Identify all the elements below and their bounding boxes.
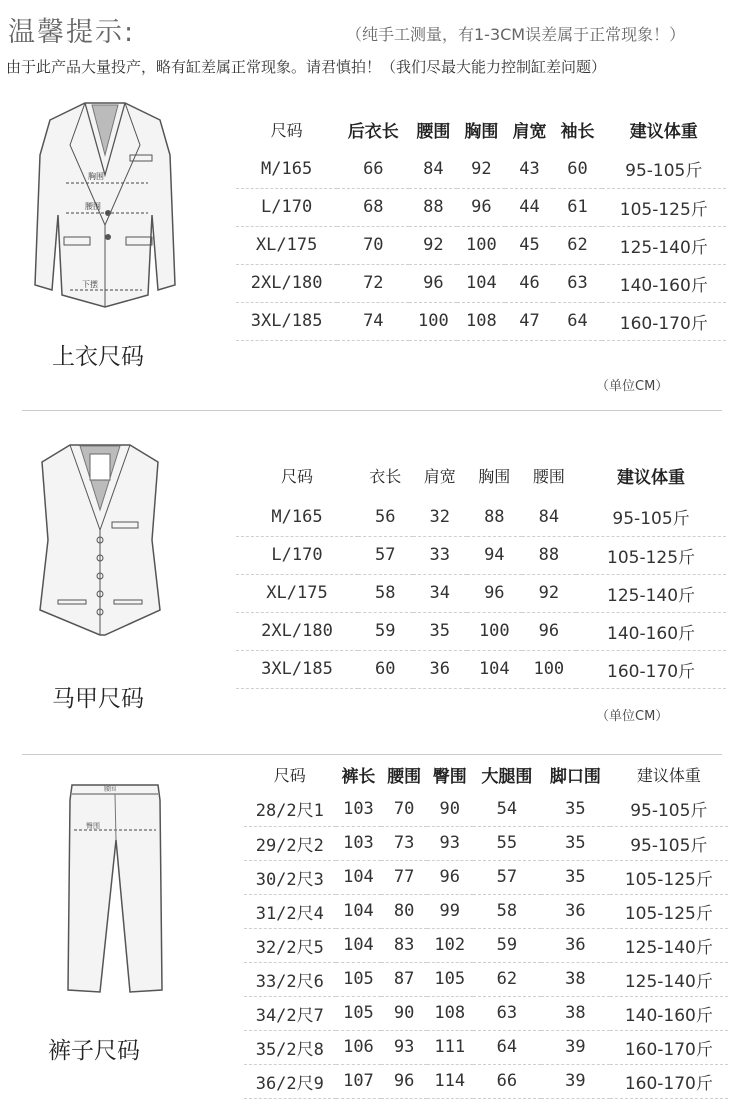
jacket-header: 后衣长 xyxy=(347,121,399,142)
table-cell: 92 xyxy=(457,150,505,188)
table-cell: 63 xyxy=(473,996,542,1030)
table-cell: 3XL/185 xyxy=(236,650,358,688)
table-cell: 36 xyxy=(541,894,610,928)
table-cell: 95-105斤 xyxy=(610,826,728,860)
table-cell: 160-170斤 xyxy=(610,1030,728,1064)
table-cell: 105-125斤 xyxy=(610,894,728,928)
table-cell: 83 xyxy=(381,928,427,962)
table-cell: 33/2尺6 xyxy=(244,962,336,996)
pants-header: 腰围 xyxy=(387,766,422,787)
table-cell: 140-160斤 xyxy=(610,996,728,1030)
table-cell: 96 xyxy=(522,612,577,650)
table-cell: 2XL/180 xyxy=(236,612,358,650)
vest-size-table xyxy=(236,452,726,689)
notice-title: 温馨提示: xyxy=(8,17,136,48)
table-cell: 95-105斤 xyxy=(602,150,726,188)
table-cell: XL/175 xyxy=(236,226,337,264)
table-cell: 38 xyxy=(541,962,610,996)
jacket-header: 胸围 xyxy=(464,121,499,142)
table-cell: 74 xyxy=(337,302,409,340)
jacket-size-label: 上衣尺码 xyxy=(52,344,144,370)
table-cell: 34/2尺7 xyxy=(244,996,336,1030)
table-cell: 88 xyxy=(467,498,522,536)
table-row xyxy=(236,536,726,574)
table-cell: 84 xyxy=(522,498,577,536)
pants-header: 脚口围 xyxy=(549,766,601,787)
table-cell: 58 xyxy=(473,894,542,928)
pants-header: 裤长 xyxy=(341,766,376,787)
vest-unit-note: （单位CM） xyxy=(596,709,669,724)
table-cell: 92 xyxy=(409,226,457,264)
vest-header: 建议体重 xyxy=(617,467,686,488)
table-cell: 160-170斤 xyxy=(610,1064,728,1098)
table-cell: M/165 xyxy=(236,498,358,536)
table-cell: 104 xyxy=(467,650,522,688)
table-cell: 54 xyxy=(473,792,542,826)
table-cell: 28/2尺1 xyxy=(244,792,336,826)
table-cell: 160-170斤 xyxy=(576,650,726,688)
table-cell: 93 xyxy=(427,826,473,860)
table-cell: 95-105斤 xyxy=(610,792,728,826)
table-cell: 30/2尺3 xyxy=(244,860,336,894)
table-cell: 96 xyxy=(427,860,473,894)
table-row xyxy=(244,860,728,894)
table-cell: 56 xyxy=(358,498,413,536)
table-cell: M/165 xyxy=(236,150,337,188)
table-cell: 105-125斤 xyxy=(610,860,728,894)
pants-header: 大腿围 xyxy=(481,766,533,787)
pants-size-table xyxy=(244,756,728,1099)
table-row xyxy=(244,928,728,962)
table-cell: 106 xyxy=(336,1030,382,1064)
table-cell: 64 xyxy=(473,1030,542,1064)
table-cell: 100 xyxy=(457,226,505,264)
jacket-header: 建议体重 xyxy=(629,121,698,142)
table-cell: 57 xyxy=(358,536,413,574)
table-cell: 160-170斤 xyxy=(602,302,726,340)
table-cell: 92 xyxy=(522,574,577,612)
section-divider xyxy=(22,754,722,755)
table-cell: 125-140斤 xyxy=(576,574,726,612)
table-cell: 84 xyxy=(409,150,457,188)
table-row xyxy=(244,1064,728,1098)
table-cell: 88 xyxy=(409,188,457,226)
table-row xyxy=(244,792,728,826)
table-row xyxy=(244,962,728,996)
table-cell: 44 xyxy=(505,188,553,226)
pants-header: 建议体重 xyxy=(636,765,701,785)
pants-size-label: 裤子尺码 xyxy=(48,1038,140,1064)
jacket-illustration xyxy=(30,95,180,319)
table-row xyxy=(244,996,728,1030)
vest-header: 衣长 xyxy=(369,466,402,486)
table-cell: 35 xyxy=(541,792,610,826)
section-divider xyxy=(22,410,722,411)
table-cell: 94 xyxy=(467,536,522,574)
table-cell: 35 xyxy=(541,826,610,860)
table-cell: 43 xyxy=(505,150,553,188)
table-cell: 39 xyxy=(541,1030,610,1064)
jacket-hem-label: 下摆 xyxy=(82,280,98,289)
jacket-header: 肩宽 xyxy=(512,121,547,142)
pants-illustration xyxy=(60,780,170,1004)
table-cell: 88 xyxy=(522,536,577,574)
vest-header: 肩宽 xyxy=(423,466,456,486)
table-cell: 32/2尺5 xyxy=(244,928,336,962)
table-row xyxy=(236,574,726,612)
jacket-chest-label: 胸围 xyxy=(88,172,104,181)
table-row xyxy=(236,302,726,340)
table-cell: 102 xyxy=(427,928,473,962)
table-cell: 107 xyxy=(336,1064,382,1098)
table-cell: L/170 xyxy=(236,188,337,226)
table-cell: 64 xyxy=(553,302,601,340)
jacket-size-table xyxy=(236,108,726,341)
pants-header: 尺码 xyxy=(273,765,306,785)
table-cell: 35/2尺8 xyxy=(244,1030,336,1064)
table-cell: 93 xyxy=(381,1030,427,1064)
table-cell: 45 xyxy=(505,226,553,264)
table-cell: 32 xyxy=(413,498,468,536)
table-cell: 36 xyxy=(541,928,610,962)
table-cell: 95-105斤 xyxy=(576,498,726,536)
vest-illustration xyxy=(30,440,170,644)
table-cell: 140-160斤 xyxy=(602,264,726,302)
table-row xyxy=(236,650,726,688)
table-cell: 35 xyxy=(541,860,610,894)
table-cell: 35 xyxy=(413,612,468,650)
table-row xyxy=(236,150,726,188)
table-row xyxy=(236,264,726,302)
table-cell: 108 xyxy=(457,302,505,340)
table-cell: 59 xyxy=(358,612,413,650)
table-cell: 104 xyxy=(336,928,382,962)
table-cell: 66 xyxy=(473,1064,542,1098)
table-cell: 57 xyxy=(473,860,542,894)
pants-waist-label: 腰围 xyxy=(104,786,117,793)
table-cell: 104 xyxy=(336,860,382,894)
table-cell: 72 xyxy=(337,264,409,302)
table-cell: 58 xyxy=(358,574,413,612)
table-cell: 60 xyxy=(553,150,601,188)
vest-header: 尺码 xyxy=(281,466,314,486)
table-cell: 140-160斤 xyxy=(576,612,726,650)
table-cell: 63 xyxy=(553,264,601,302)
jacket-header: 腰围 xyxy=(416,121,451,142)
table-row xyxy=(236,188,726,226)
vest-size-label: 马甲尺码 xyxy=(52,686,144,712)
table-cell: 59 xyxy=(473,928,542,962)
table-cell: 39 xyxy=(541,1064,610,1098)
table-cell: 60 xyxy=(358,650,413,688)
table-cell: 46 xyxy=(505,264,553,302)
jacket-header: 尺码 xyxy=(270,120,303,140)
table-cell: 105-125斤 xyxy=(602,188,726,226)
table-cell: 96 xyxy=(409,264,457,302)
table-cell: 114 xyxy=(427,1064,473,1098)
table-cell: 105-125斤 xyxy=(576,536,726,574)
table-cell: 34 xyxy=(413,574,468,612)
table-cell: 70 xyxy=(337,226,409,264)
table-cell: 33 xyxy=(413,536,468,574)
pants-hip-label: 臀围 xyxy=(86,822,100,830)
table-cell: 62 xyxy=(553,226,601,264)
measurement-note: （纯手工测量，有1-3CM误差属于正常现象！） xyxy=(346,25,686,44)
table-cell: 36/2尺9 xyxy=(244,1064,336,1098)
table-cell: 103 xyxy=(336,826,382,860)
table-cell: 73 xyxy=(381,826,427,860)
table-cell: 66 xyxy=(337,150,409,188)
table-cell: 104 xyxy=(336,894,382,928)
table-cell: 105 xyxy=(336,962,382,996)
table-cell: 100 xyxy=(409,302,457,340)
table-cell: L/170 xyxy=(236,536,358,574)
table-cell: 68 xyxy=(337,188,409,226)
table-cell: 31/2尺4 xyxy=(244,894,336,928)
table-cell: 125-140斤 xyxy=(610,928,728,962)
table-cell: 100 xyxy=(467,612,522,650)
table-cell: 36 xyxy=(413,650,468,688)
table-cell: 55 xyxy=(473,826,542,860)
table-cell: XL/175 xyxy=(236,574,358,612)
jacket-header: 袖长 xyxy=(560,121,595,142)
table-cell: 105 xyxy=(336,996,382,1030)
table-cell: 77 xyxy=(381,860,427,894)
table-cell: 2XL/180 xyxy=(236,264,337,302)
table-cell: 62 xyxy=(473,962,542,996)
table-cell: 96 xyxy=(467,574,522,612)
table-cell: 47 xyxy=(505,302,553,340)
table-cell: 38 xyxy=(541,996,610,1030)
table-row xyxy=(236,498,726,536)
table-row xyxy=(236,226,726,264)
table-cell: 111 xyxy=(427,1030,473,1064)
table-cell: 104 xyxy=(457,264,505,302)
table-cell: 90 xyxy=(427,792,473,826)
pants-header: 臀围 xyxy=(432,766,467,787)
table-cell: 80 xyxy=(381,894,427,928)
table-cell: 3XL/185 xyxy=(236,302,337,340)
table-cell: 103 xyxy=(336,792,382,826)
table-cell: 61 xyxy=(553,188,601,226)
vest-header: 胸围 xyxy=(478,466,511,486)
table-row xyxy=(244,826,728,860)
table-cell: 70 xyxy=(381,792,427,826)
table-cell: 125-140斤 xyxy=(602,226,726,264)
jacket-waist-label: 腰围 xyxy=(85,202,101,211)
table-cell: 96 xyxy=(457,188,505,226)
table-cell: 125-140斤 xyxy=(610,962,728,996)
table-row xyxy=(236,612,726,650)
table-cell: 29/2尺2 xyxy=(244,826,336,860)
table-cell: 108 xyxy=(427,996,473,1030)
table-row xyxy=(244,1030,728,1064)
table-row xyxy=(244,894,728,928)
vest-header: 腰围 xyxy=(532,466,565,486)
table-cell: 100 xyxy=(522,650,577,688)
table-cell: 99 xyxy=(427,894,473,928)
table-cell: 90 xyxy=(381,996,427,1030)
table-cell: 96 xyxy=(381,1064,427,1098)
notice-subtitle: 由于此产品大量投产，略有缸差属正常现象。请君慎拍！（我们尽最大能力控制缸差问题） xyxy=(6,58,607,76)
jacket-unit-note: （单位CM） xyxy=(596,379,669,394)
table-cell: 105 xyxy=(427,962,473,996)
table-cell: 87 xyxy=(381,962,427,996)
